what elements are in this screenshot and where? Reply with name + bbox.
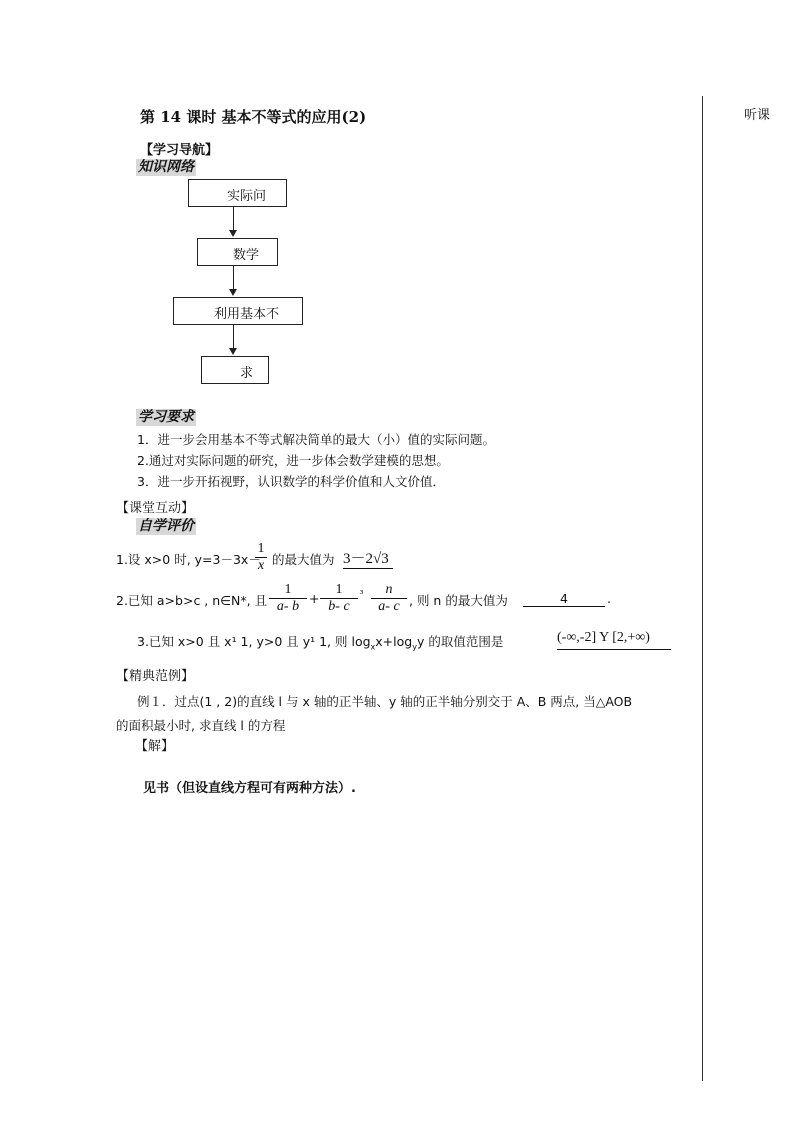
example1-line1: 例１．过点(1 , 2)的直线 l 与 x 轴的正半轴、y 轴的正半轴分别交于 A、B 两点, 当△AOB <box>137 694 633 709</box>
q2-answer: 4 <box>523 591 605 607</box>
q1-prefix: 1.设 x>0 时, y=3－3x－ <box>116 552 261 567</box>
q1-suffix: 的最大值为 <box>272 552 335 567</box>
q2-prefix: 2.已知 a>b>c , n∈N*, 且 <box>116 593 268 608</box>
solution-note: 见书（但设直线方程可有两种方法）. <box>143 781 356 796</box>
flow-arrow-1 <box>233 206 234 230</box>
section-knowledge-network: 知识网络 <box>138 159 194 175</box>
example1-line2: 的面积最小时, 求直线 l 的方程 <box>116 718 286 733</box>
flow-box-real-problem: 实际问 <box>188 179 287 207</box>
requirement-2: 2.通过对实际问题的研究，进一步体会数学建模的思想。 <box>137 453 449 468</box>
q3-answer: (-∞,-2] Y [2,+∞) <box>557 630 671 650</box>
section-requirements: 学习要求 <box>138 409 194 425</box>
flow-arrowhead-2 <box>229 289 237 296</box>
margin-divider <box>702 96 703 1081</box>
flow-arrow-2 <box>233 265 234 290</box>
q2-geq: ³ <box>360 588 364 600</box>
q2-end: . <box>607 591 611 606</box>
q2-plus: + <box>309 591 320 606</box>
section-examples: 【精典范例】 <box>116 669 195 684</box>
requirement-3: 3．进一步开拓视野，认识数学的科学价值和人文价值． <box>137 474 445 489</box>
flow-box-math: 数学 <box>197 238 278 266</box>
q2-fraction-1: 1 a- b <box>269 582 307 615</box>
side-label-listen: 听课 <box>744 108 771 123</box>
flow-arrowhead-1 <box>229 230 237 237</box>
q1-fraction: 1 x <box>255 541 267 574</box>
solution-label: 【解】 <box>135 739 175 754</box>
flow-arrow-3 <box>233 324 234 349</box>
section-guide: 【学习导航】 <box>140 143 219 158</box>
section-interaction: 【课堂互动】 <box>116 501 195 516</box>
q3-text: 3.已知 x>0 且 x¹ 1, y>0 且 y¹ 1, 则 $\log_xx+\log_yy$ 的取值范围是 <box>137 634 504 652</box>
section-self-eval: 自学评价 <box>138 518 194 534</box>
flow-arrowhead-3 <box>229 348 237 355</box>
q1-answer: 3－2√3 <box>343 547 393 569</box>
flow-box-use-inequality: 利用基本不 <box>173 297 303 325</box>
lesson-title: 第 14 课时 基本不等式的应用(2) <box>140 108 367 126</box>
q2-suffix: , 则 n 的最大值为 <box>409 593 508 608</box>
q2-fraction-3: n a- c <box>371 582 407 615</box>
flow-box-solve: 求 <box>201 356 269 384</box>
q2-fraction-2: 1 b- c <box>320 582 358 615</box>
requirement-1: 1．进一步会用基本不等式解决简单的最大（小）值的实际问题。 <box>137 432 495 447</box>
